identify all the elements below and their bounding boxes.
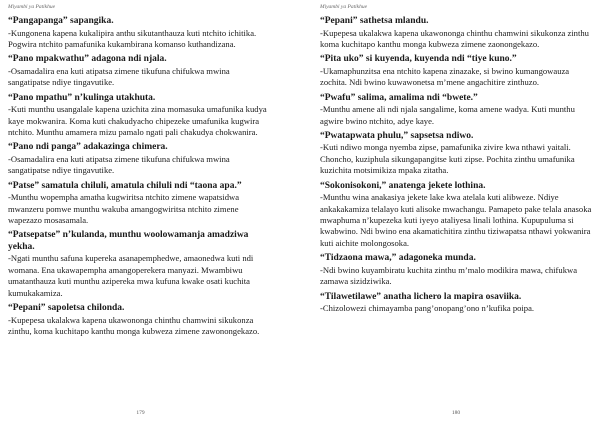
proverb-heading: “Pano mpathu” n’kulinga utakhuta.	[8, 92, 156, 103]
proverb-heading: “Tidzaona mawa,” adagoneka munda.	[320, 253, 476, 264]
proverb-explanation: -Kuti munthu usangalale kapena uzichita zina momasuka umafunika kudya kaye mokwanira. Koma kuti chakudyacho chipezeke umafunika kugwira ntchito. Munthu amamera mizu pamalo ngati pali chakudya chokwanira.	[8, 104, 267, 137]
proverb-entry	[320, 93, 592, 127]
proverb-entry	[8, 93, 273, 139]
proverb-entry	[320, 292, 592, 315]
running-head: Miyambi ya Patikhue	[8, 4, 56, 10]
proverb-entry	[320, 131, 592, 177]
proverb-explanation: -Munthu wina anakasiya jekete lake kwa atelala kuti alibweze. Ndiye ankakakamiza telalayo kuti alisoke mwachangu. Pamapeto pake telala anasoka mwaphuma n’kupezeka kuti iyeyo ataliyesa linali lothina. Kupupuluma si kwabwino. Ndi bwino ena akamatichitira zinthu tiziwapatsa nthawi yokwanira kuti aichite molongosoka.	[320, 192, 592, 248]
proverb-explanation: -Ukamaphunzitsa ena ntchito kapena zinazake, si bwino kumangowauza zochita. Ndi bwino kuwawonetsa m’mene angachitire zinthuzo.	[320, 65, 570, 88]
proverb-list	[8, 16, 273, 337]
proverb-explanation: -Osamadalira ena kuti atipatsa zimene tikufuna chifukwa mwina sangatipatse ndiye tingavutike.	[8, 153, 230, 176]
proverb-explanation: -Munthu amene ali ndi njala sangalime, koma amene wadya. Kuti munthu agwire bwino ntchito, adye kaye.	[320, 104, 575, 126]
proverb-entry	[8, 16, 273, 50]
page-number: 179	[136, 410, 145, 416]
running-head: Miyambi ya Patikhue	[320, 4, 368, 10]
proverb-heading: “Patse” samatula chiluli, amatula chiluli ndi “taona apa.”	[8, 180, 242, 191]
page-number: 180	[451, 410, 461, 416]
proverb-heading: “Pano ndi panga” adakazinga chimera.	[8, 142, 168, 153]
proverb-entry	[320, 54, 592, 88]
right-page	[300, 0, 600, 424]
proverb-heading: “Tilawetilawe” anatha lichero la mapira osaviika.	[320, 291, 522, 302]
proverb-explanation: -Kupepesa ukalakwa kapena ukawononga chinthu chamwini sikukonza zinthu koma kuchitapo kanthu monga kubweza zimene zaonongekazo.	[320, 27, 589, 49]
proverb-explanation: -Ngati munthu safuna kupereka asanapemphedwe, amaonedwa kuti ndi womana. Ena ukawapempha amangoperekera manyazi. Mwambiwu umatanthauza kuti munthu azipereka mwa kufuna kwake osati kuchita kumukakamiza.	[8, 253, 254, 298]
proverb-explanation: -Kuti ndiwo monga nyemba zipse, pamafunika zivire kwa nthawi yaitali. Choncho, kuziphula sikungapangitse kuti zipse. Pochita zinthu umafunika kuzichita motsimikiza mpaka zitatha.	[320, 142, 575, 176]
proverb-entry	[8, 142, 273, 176]
proverb-explanation: -Chizolowezi chimayamba pang’onopang’ono n’kufika poipa.	[320, 303, 535, 313]
proverb-list	[320, 16, 592, 314]
proverb-entry	[320, 16, 592, 50]
proverb-heading: “Pano mpakwathu” adagona ndi njala.	[8, 54, 167, 65]
proverb-entry	[8, 181, 273, 227]
proverb-entry	[320, 253, 592, 287]
proverb-heading: “Pangapanga” sapangika.	[8, 16, 114, 26]
proverb-explanation: -Ndi bwino kuyambiratu kuchita zinthu m’malo modikira mawa, chifukwa zamawa sizidziwika.	[320, 264, 578, 287]
proverb-heading: “Sokonisokoni,” anatenga jekete lothina.	[320, 180, 486, 191]
proverb-explanation: -Kungonena kapena kukalipira anthu sikutanthauza kuti ntchito ichitika. Pogwira ntchito pamafunika kukambirana komanso kuthandizana.	[8, 27, 257, 49]
proverb-entry	[8, 230, 273, 299]
proverb-heading: “Pepani” sathetsa mlandu.	[320, 16, 429, 26]
proverb-heading: “Pwafu” salima, amalima ndi “bwete.”	[320, 92, 478, 103]
proverb-explanation: -Kupepesa ukalakwa kapena ukawononga chinthu chamwini sikukonza zinthu, koma kuchitapo kanthu monga kubweza zimene zawonongekazo.	[8, 314, 260, 336]
proverb-heading: “Patsepatse” n’kulanda, munthu woolowamanja amadziwa yekha.	[8, 230, 249, 252]
proverb-heading: “Pwatapwata phulu,” sapsetsa ndiwo.	[320, 130, 474, 141]
proverb-heading: “Pepani” sapoletsa chilonda.	[8, 303, 125, 313]
proverb-explanation: -Osamadalira ena kuti atipatsa zimene tikufuna chifukwa mwina sangatipatse ndiye tingavutike.	[8, 65, 230, 88]
proverb-entry	[8, 303, 273, 337]
proverb-heading: “Pita uko” si kuyenda, kuyenda ndi “tiye kuno.”	[320, 54, 517, 65]
proverb-explanation: -Munthu wopempha amatha kugwiritsa ntchito zimene wapatsidwa mwanzeru pomwe munthu wakuba amangogwiritsa ntchito zimene wapezazo mosasamala.	[8, 192, 240, 225]
proverb-entry	[8, 54, 273, 88]
proverb-entry	[320, 181, 592, 250]
